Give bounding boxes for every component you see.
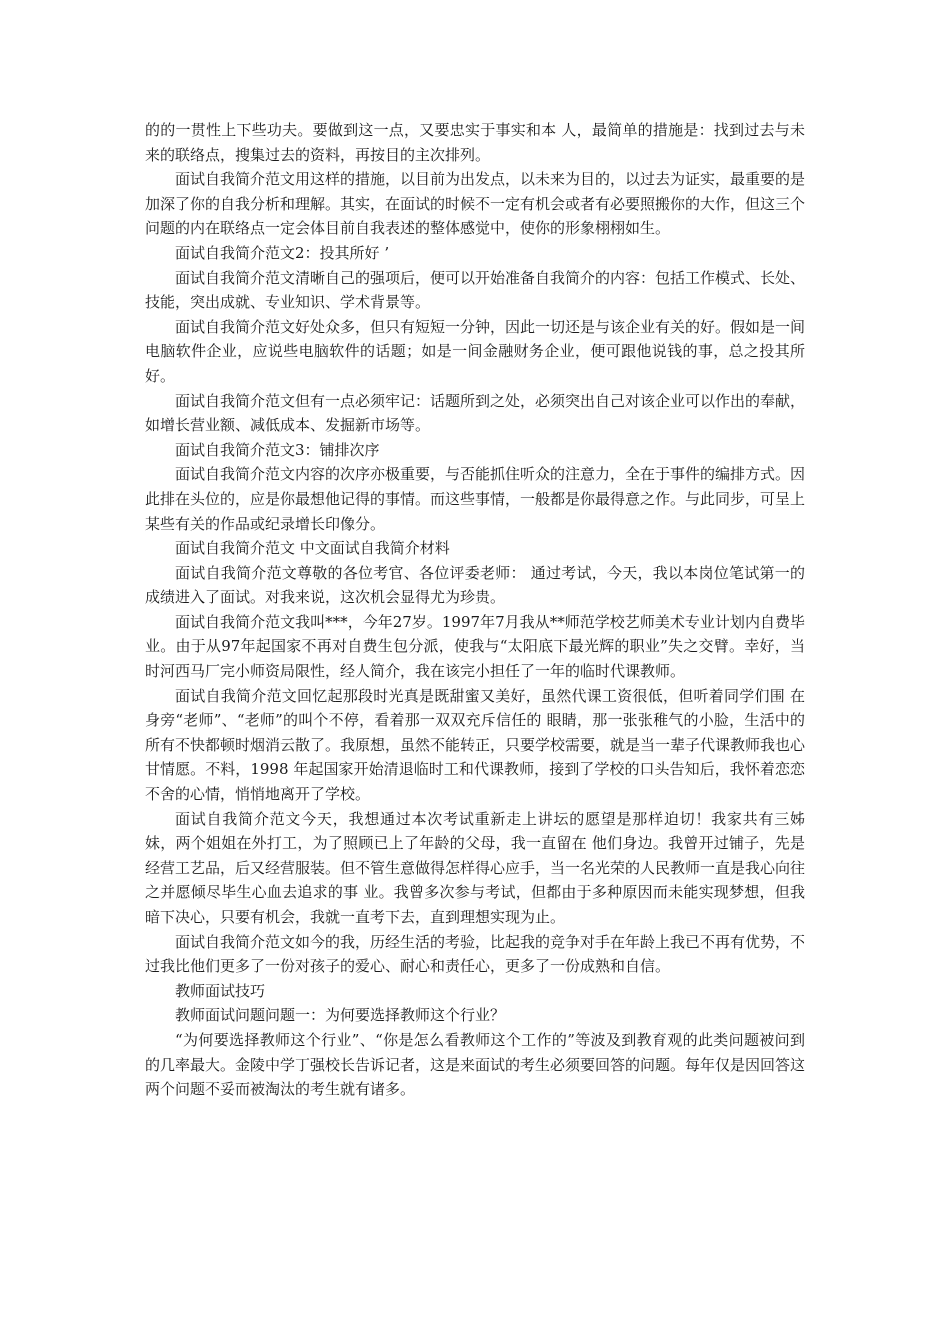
- document-page: [145, 118, 805, 1102]
- section-heading-question-1: 教师面试问题问题一：为何要选择教师这个行业？: [175, 1006, 506, 1025]
- paragraph-12: 面试自我简介范文回忆起那段时光真是既甜蜜又美好，虽然代课工资很低，但听着同学们围 在身旁“老师”、“老师”的叫个不停，看着那一双双充斥信任的 眼睛，那一张张稚气的小脸，生活中的所有不快都顿时烟消云散了。我原想，虽然不能转正，只要学校需要，就是当一辈子代课教师我也心甘情愿。不料，1998 年起国家开始清退临时工和代课教师，接到了学校的口头告知后，我怀着恋恋不舍的心情，悄悄地离开了学校。: [145, 686, 806, 804]
- paragraph-1: 的的一贯性上下些功夫。要做到这一点，又要忠实于事实和本 人，最简单的措施是：找到过去与未来的联络点，搜集过去的资料，再按目的主次排列。: [145, 121, 805, 164]
- paragraph-11: 面试自我简介范文我叫***，今年27岁。1997年7月我从**师范学校艺师美术专业计划内自费毕业。由于从97年起国家不再对自费生包分派，使我与“太阳底下最光辉的职业”失之交臂。幸好，当时河西马厂完小师资局限性，经人简介，我在该完小担任了一年的临时代课教师。: [145, 612, 805, 681]
- paragraph-2: 面试自我简介范文用这样的措施，以目前为出发点，以未来为目的，以过去为证实，最重要的是加深了你的自我分析和理解。其实，在面试的时候不一定有机会或者有必要照搬你的大作，但这三个问题的内在联络点一定会体目前自我表述的整体感觉中，使你的形象栩栩如生。: [145, 170, 806, 238]
- section-heading-2: 面试自我简介范文2：投其所好 ’: [175, 243, 390, 262]
- section-heading-materials: 面试自我简介范文 中文面试自我简介材料: [175, 539, 450, 558]
- section-heading-teacher-tips: 教师面试技巧: [175, 981, 266, 1000]
- paragraph-13: 面试自我简介范文今天，我想通过本次考试重新走上讲坛的愿望是那样迫切！我家共有三姊 妹，两个姐姐在外打工，为了照顾已上了年龄的父母，我一直留在 他们身边。我曾开过铺子，先是经营工艺品，后又经营服装。但不管生意做得怎样得心应手，当一名光荣的人民教师一直是我心向往之并愿倾尽毕生心血去追求的事 业。我曾多次参与考试，但都由于多种原因而未能实现梦想，但我暗下决心，只要有机会，我就一直考下去，直到理想实现为止。: [145, 809, 806, 926]
- paragraph-4: 面试自我简介范文清晰自己的强项后，便可以开始准备自我简介的内容：包括工作模式、长处、技能，突出成就、专业知识、学术背景等。: [145, 268, 806, 312]
- paragraph-5: 面试自我简介范文好处众多，但只有短短一分钟，因此一切还是与该企业有关的好。假如是一间电脑软件企业，应说些电脑软件的话题；如是一间金融财务企业，便可跟他说钱的事，总之投其所好。: [145, 317, 806, 385]
- paragraph-10: 面试自我简介范文尊敬的各位考官、各位评委老师： 通过考试，今天，我以本岗位笔试第一的成绩进入了面试。对我来说，这次机会显得尤为珍贵。: [145, 563, 805, 607]
- paragraph-8: 面试自我简介范文内容的次序亦极重要，与否能抓住听众的注意力，全在于事件的编排方式。因此排在头位的，应是你最想他记得的事情。而这些事情，一般都是你最得意之作。与此同步，可呈上某些有关的作品或纪录增长印像分。: [145, 465, 806, 533]
- paragraph-17: “为何要选择教师这个行业”、“你是怎么看教师这个工作的”等波及到教育观的此类问题被问到的几率最大。金陵中学丁强校长告诉记者，这是来面试的考生必须要回答的问题。每年仅是因回答这两个问题不妥而被淘汰的考生就有诸多。: [145, 1030, 806, 1099]
- paragraph-6: 面试自我简介范文但有一点必须牢记：话题所到之处，必须突出自己对该企业可以作出的奉献，如增长营业额、减低成本、发掘新市场等。: [145, 391, 806, 435]
- paragraph-14: 面试自我简介范文如今的我，历经生活的考验，比起我的竞争对手在年龄上我已不再有优势，不过我比他们更多了一份对孩子的爱心、耐心和责任心，更多了一份成熟和自信。: [145, 932, 806, 976]
- section-heading-3: 面试自我简介范文3：铺排次序: [175, 440, 380, 459]
